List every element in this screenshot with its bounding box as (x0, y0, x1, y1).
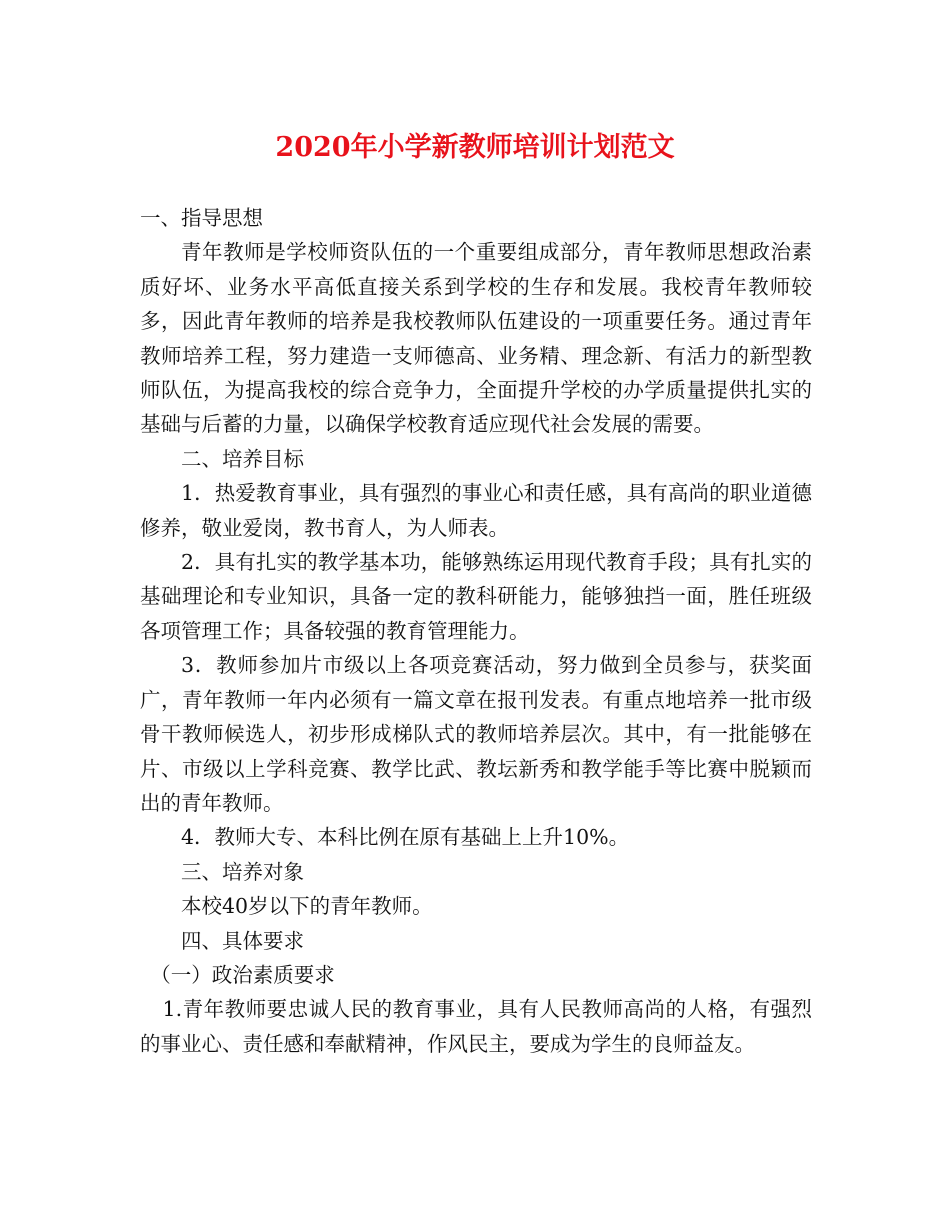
paragraph-guiding-idea: 青年教师是学校师资队伍的一个重要组成部分，青年教师思想政治素质好坏、业务水平高低直接关系到学校的生存和发展。我校青年教师较多，因此青年教师的培养是我校教师队伍建设的一项重要任务。通过青年教师培养工程，努力建造一支师德高、业务精、理念新、有活力的新型教师队伍，为提高我校的综合竞争力，全面提升学校的办学质量提供扎实的基础与后蓄的力量，以确保学校教育适应现代社会发展的需要。 (140, 240, 812, 437)
section-heading-1: 一、指导思想 (140, 206, 263, 230)
goal-item-1: 1．热爱教育事业，具有强烈的事业心和责任感，具有高尚的职业道德修养，敬业爱岗，教书育人，为人师表。 (140, 481, 812, 540)
subsection-heading-1: （一）政治素质要求 (150, 962, 335, 987)
requirement-item-1: 1.青年教师要忠诚人民的教育事业，具有人民教师高尚的人格，有强烈的事业心、责任感和奉献精神，作风民主，要成为学生的良师益友。 (140, 997, 812, 1056)
section-heading-3: 三、培养对象 (181, 859, 304, 884)
goal-item-4: 4．教师大专、本科比例在原有基础上上升10%。 (181, 825, 630, 850)
paragraph-target: 本校40岁以下的青年教师。 (181, 894, 433, 919)
document-title: 2020年小学新教师培训计划范文 (275, 132, 675, 163)
section-heading-4: 四、具体要求 (181, 928, 304, 953)
goal-item-2: 2．具有扎实的教学基本功，能够熟练运用现代教育手段；具有扎实的基础理论和专业知识，具备一定的教科研能力，能够独挡一面，胜任班级各项管理工作；具备较强的教育管理能力。 (140, 550, 812, 643)
document-body (140, 201, 812, 1061)
section-heading-2: 二、培养目标 (181, 446, 304, 471)
goal-item-3: 3．教师参加片市级以上各项竞赛活动，努力做到全员参与，获奖面广，青年教师一年内必须有一篇文章在报刊发表。有重点地培养一批市级骨干教师候选人，初步形成梯队式的教师培养层次。其中，有一批能够在片、市级以上学科竞赛、教学比武、教坛新秀和教学能手等比赛中脱颖而出的青年教师。 (140, 653, 812, 815)
